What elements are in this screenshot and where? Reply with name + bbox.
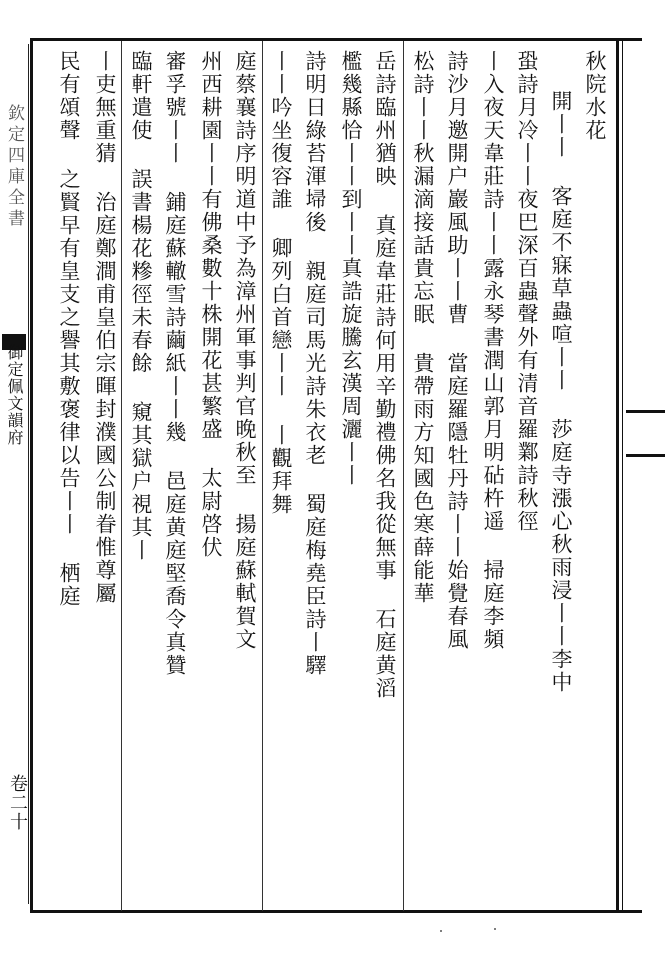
speck: [494, 928, 496, 930]
text-column-8: 檻幾縣恰丨丨到丨丨真誥旋騰玄漢周灑丨丨: [339, 50, 363, 487]
column-rule: [262, 41, 263, 911]
text-column-14: 臨軒遣使 誤書楊花糝徑未春餘 窺其獄户視其丨: [129, 50, 153, 562]
margin-page-number: 卷二十: [7, 774, 28, 831]
text-column-4: 丨入夜天韋莊詩丨丨露永琴書潤山郭月明砧杵遥 掃庭李頻: [481, 50, 505, 651]
text-column-6: 松詩丨丨秋漏滴接話貴忘眠 貴帶雨方知國色寒薛能華: [411, 50, 435, 605]
right-edge-bar: [626, 454, 665, 457]
speck: [440, 930, 442, 932]
margin-title: 欽定四庫全書: [4, 104, 24, 230]
text-column-16: 民有頌聲 之賢早有皇支之譽其敷褒律以告丨丨 栖庭: [57, 50, 81, 608]
text-column-1: 秋院水花: [583, 50, 607, 142]
text-column-10: 丨丨吟坐復容誰 卿列白首戀丨丨 丨觀拜舞: [269, 50, 293, 516]
text-column-3: 蛩詩月冷丨丨夜巴深百蟲聲外有清音羅鄴詩秋徑: [515, 50, 539, 533]
text-column-15: 丨吏無重猜 治庭鄭澗甫皇伯宗暉封濮國公制眷惟尊屬: [93, 50, 117, 605]
text-column-7: 岳詩臨州猶映 真庭韋莊詩何用辛勤禮佛名我從無事 石庭黄滔: [373, 50, 397, 700]
margin-book-title: 御定佩文韻府: [5, 344, 24, 446]
frame-right-border: [616, 38, 619, 913]
right-edge-bar: [626, 410, 665, 413]
text-column-9: 詩明日綠苔渾埽後 親庭司馬光詩朱衣老 蜀庭梅堯臣詩丨驛: [303, 50, 327, 677]
left-margin: [0, 44, 29, 904]
text-column-13: 審孚號丨丨 鋪庭蘇轍雪詩繭紙丨丨幾 邑庭黄庭堅喬令真贊: [163, 50, 187, 677]
text-column-5: 詩沙月邀開户巖風助丨丨曹 當庭羅隱牡丹詩丨丨始覺春風: [445, 50, 469, 651]
right-edge-mark: [626, 410, 665, 460]
text-column-12: 州西耕園丨丨有佛桑數十株開花甚繁盛 太尉啓伏: [199, 50, 223, 559]
column-rule: [403, 41, 404, 911]
frame-left-border: [30, 38, 33, 913]
frame-right-border-inner: [622, 38, 623, 913]
text-column-2: 開丨丨 客庭不寐草蟲喧丨丨 莎庭寺漲心秋雨浸丨丨李中: [549, 90, 573, 694]
text-column-11: 庭蔡襄詩序明道中予為漳州軍事判官晚秋至 揚庭蘇軾賀文: [233, 50, 257, 651]
